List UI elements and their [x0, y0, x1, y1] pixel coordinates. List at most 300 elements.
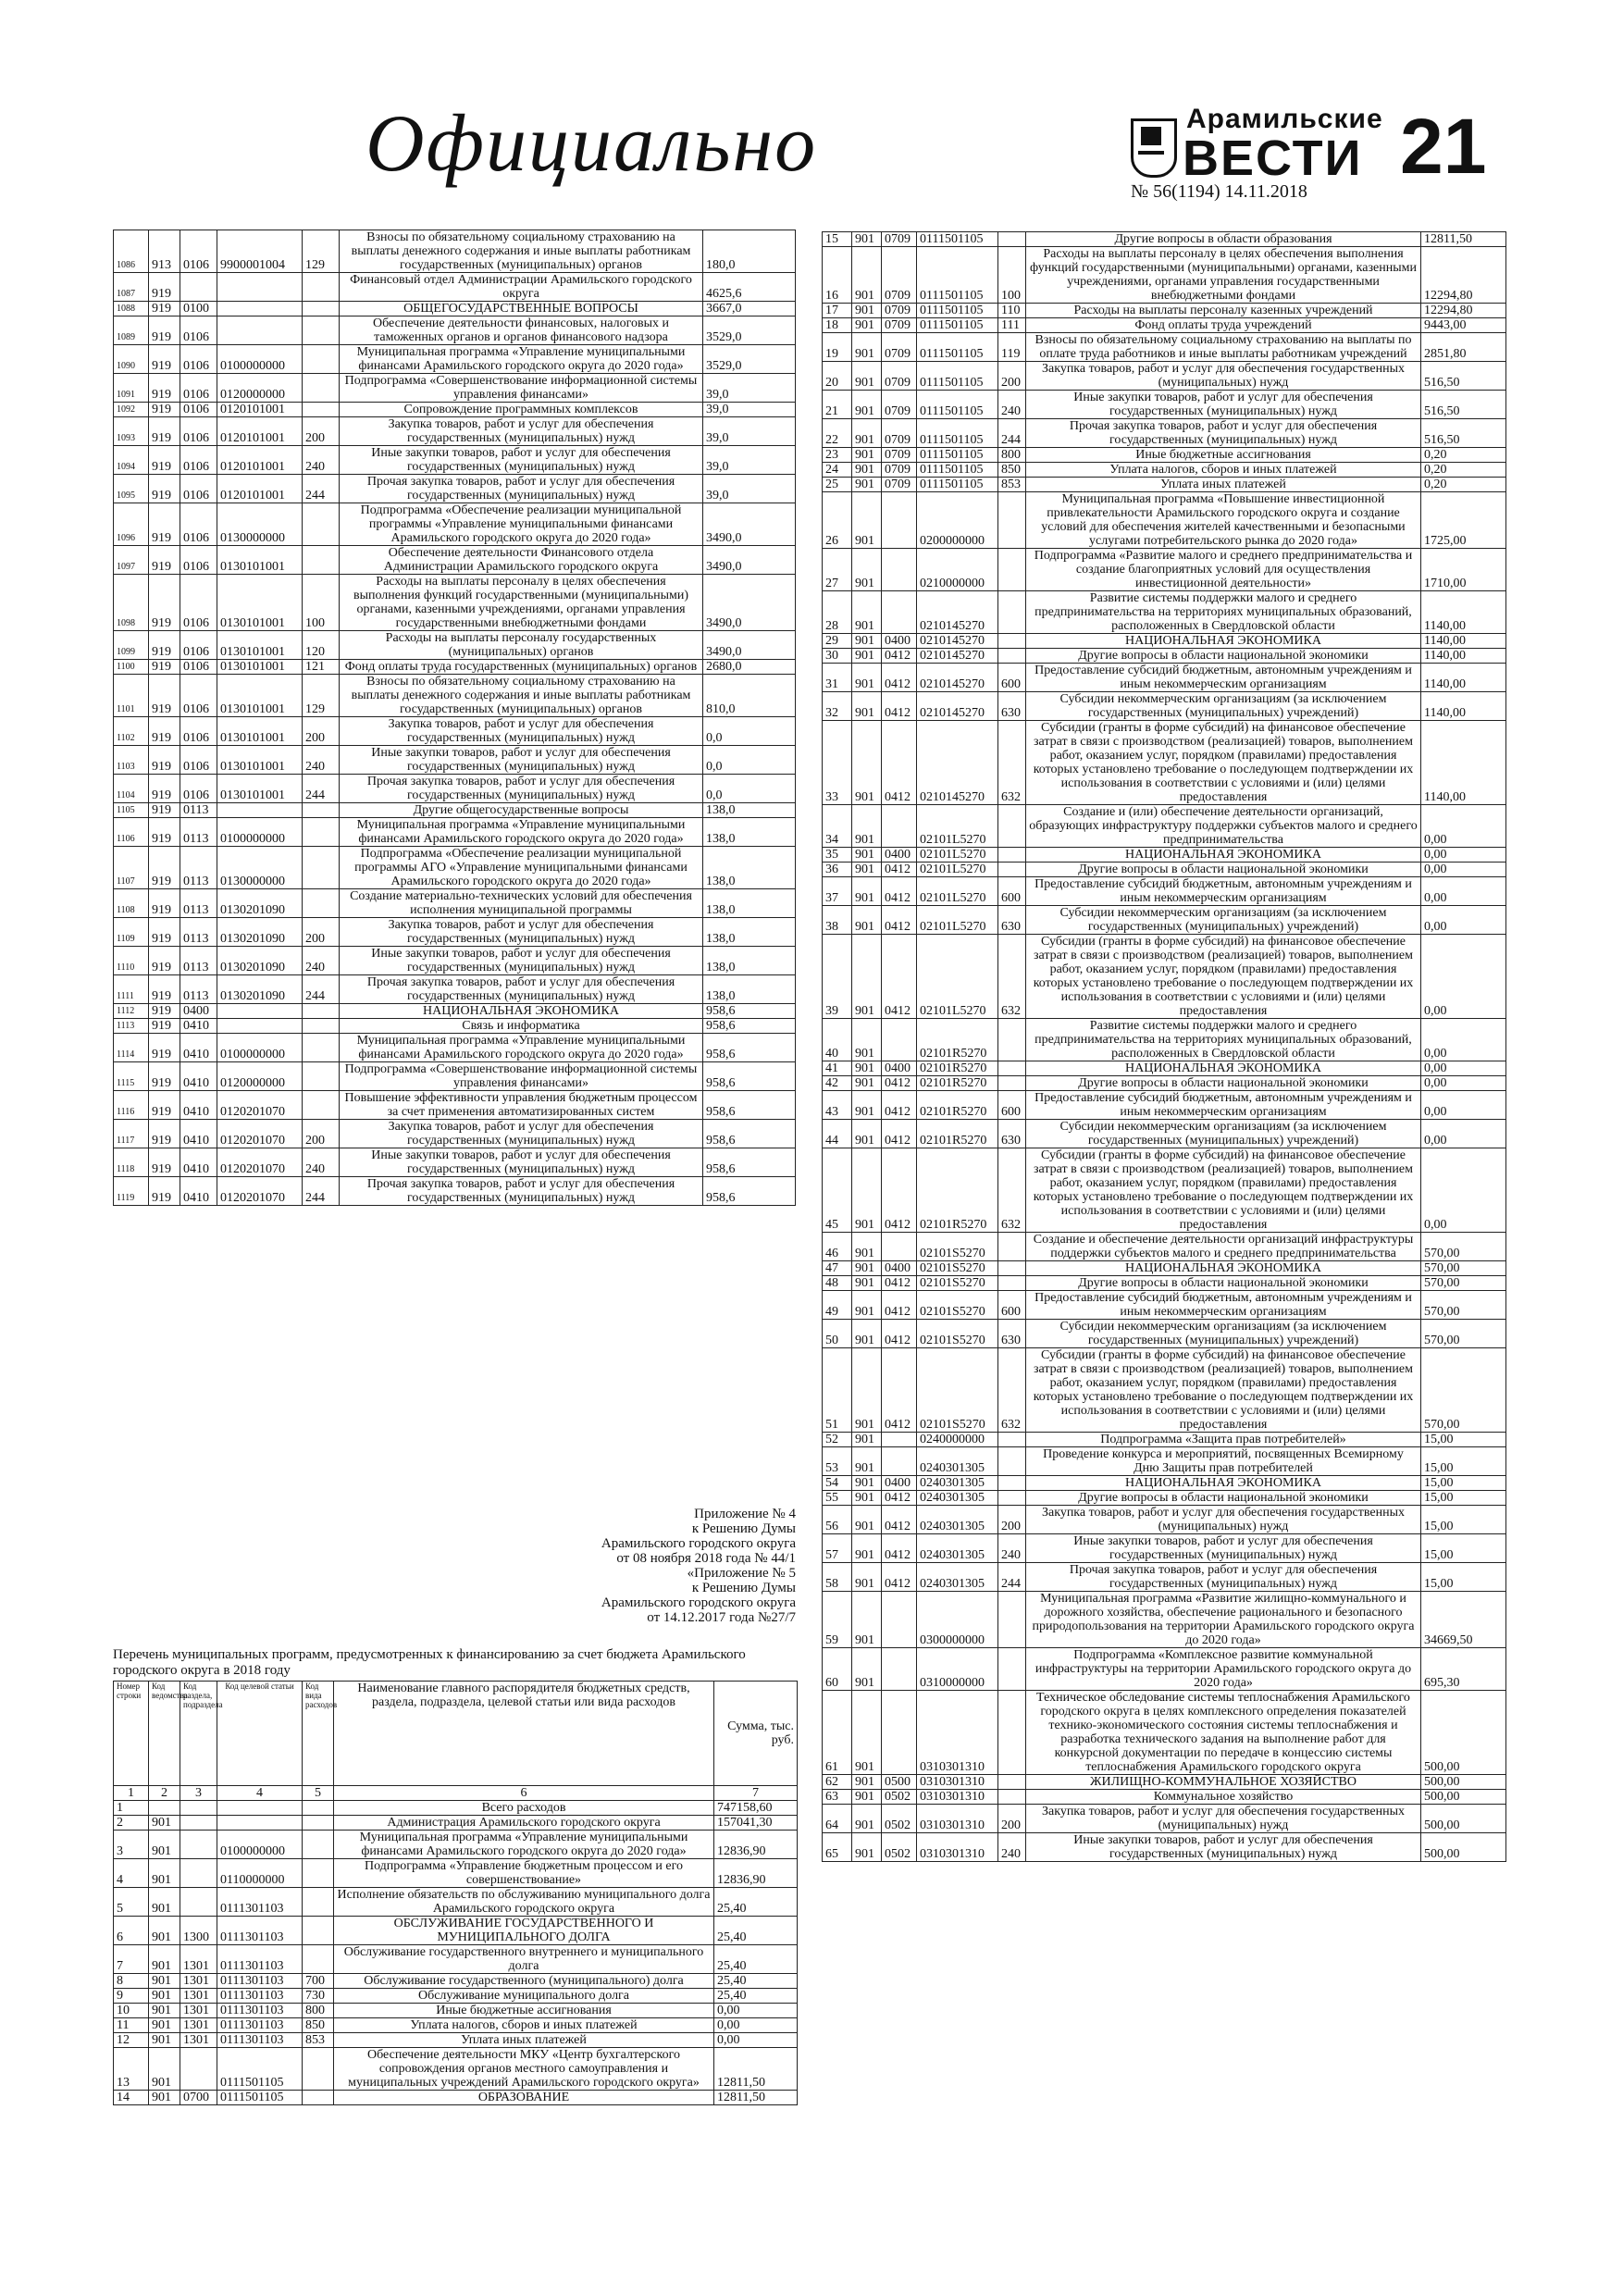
row-sum: 958,6 [703, 1148, 796, 1177]
row-sum: 0,00 [1421, 1120, 1506, 1148]
row-name: ОБСЛУЖИВАНИЕ ГОСУДАРСТВЕННОГО И МУНИЦИПАЛЬНОГО ДОЛГА [334, 1917, 714, 1945]
row-name: ОБЩЕГОСУДАРСТВЕННЫЕ ВОПРОСЫ [340, 302, 703, 316]
row-sum: 0,00 [1421, 935, 1506, 1019]
section-code: 0709 [882, 391, 917, 419]
row-sum: 500,00 [1421, 1833, 1506, 1862]
row-number: 1090 [114, 345, 149, 374]
table-row [823, 1019, 1506, 1061]
target-code: 0240000000 [917, 1433, 998, 1447]
section-code: 0410 [180, 1177, 217, 1206]
section-code: 0410 [180, 1148, 217, 1177]
department-code: 919 [149, 631, 180, 660]
column-number: 1 [114, 1786, 149, 1801]
row-name: Всего расходов [334, 1801, 714, 1816]
table-row [823, 906, 1506, 935]
row-number: 63 [823, 1790, 852, 1805]
section-code: 0410 [180, 1091, 217, 1120]
table-row [823, 1433, 1506, 1447]
target-code: 0110000000 [217, 1859, 303, 1888]
section-code: 0709 [882, 362, 917, 391]
target-code: 0111301103 [217, 1989, 303, 2004]
row-number: 34 [823, 805, 852, 848]
section-code: 0412 [882, 877, 917, 906]
row-sum: 0,20 [1421, 448, 1506, 463]
expense-type-code: 100 [998, 247, 1026, 304]
target-code [217, 1816, 303, 1831]
department-code: 901 [852, 1433, 882, 1447]
row-number: 31 [823, 664, 852, 692]
table-row [823, 1506, 1506, 1534]
row-number: 1111 [114, 975, 149, 1004]
target-code: 0111501105 [917, 333, 998, 362]
section-code: 0106 [180, 446, 217, 475]
section-code: 0106 [180, 475, 217, 503]
target-code: 0120201070 [217, 1120, 303, 1148]
table-row [823, 1775, 1506, 1790]
expense-type-code [303, 302, 340, 316]
section-code: 0412 [882, 1506, 917, 1534]
department-code: 901 [852, 1691, 882, 1775]
table-row [823, 232, 1506, 247]
row-sum: 25,40 [714, 1945, 798, 1974]
target-code: 02101L5270 [917, 935, 998, 1019]
department-code: 901 [852, 492, 882, 549]
row-name: Предоставление субсидий бюджетным, автономным учреждениям и иным некоммерческим организациям [1026, 1291, 1421, 1320]
row-number: 1104 [114, 775, 149, 803]
appendix-line: к Решению Думы [691, 1521, 796, 1536]
target-code: 9900001004 [217, 230, 303, 273]
section-code: 0106 [180, 417, 217, 446]
department-code: 901 [149, 1945, 180, 1974]
row-name: Субсидии (гранты в форме субсидий) на финансовое обеспечение затрат в связи с производством (реализацией) товаров, выполнением работ, оказанием услуг, порядком (правилами) предоставления которых установлено требование о последующем подтверждении их использования в соответствии с условиями и (или) целями предоставления [1026, 1348, 1421, 1433]
section-code: 0100 [180, 302, 217, 316]
target-code: 0130101001 [217, 546, 303, 575]
row-name: Развитие системы поддержки малого и среднего предпринимательства на территориях муниципальных образований, расположенных в Свердловской области [1026, 1019, 1421, 1061]
target-code: 02101R5270 [917, 1091, 998, 1120]
row-sum: 1725,00 [1421, 492, 1506, 549]
row-number: 1091 [114, 374, 149, 403]
table-row [823, 591, 1506, 634]
table-row [823, 1261, 1506, 1276]
column-number: 5 [303, 1786, 334, 1801]
table-row [114, 660, 796, 675]
department-code: 901 [852, 848, 882, 863]
expense-type-code: 111 [998, 318, 1026, 333]
row-number: 64 [823, 1805, 852, 1833]
row-number: 18 [823, 318, 852, 333]
row-sum: 4625,6 [703, 273, 796, 302]
expense-type-code [998, 1061, 1026, 1076]
department-code: 919 [149, 775, 180, 803]
expense-type-code: 630 [998, 906, 1026, 935]
row-name: Иные закупки товаров, работ и услуг для обеспечения государственных (муниципальных) нужд [340, 1148, 703, 1177]
row-sum: 138,0 [703, 889, 796, 918]
row-sum: 2680,0 [703, 660, 796, 675]
department-code: 919 [149, 1004, 180, 1019]
department-code: 901 [852, 391, 882, 419]
department-code: 901 [852, 362, 882, 391]
row-sum: 15,00 [1421, 1433, 1506, 1447]
section-code: 0410 [180, 1120, 217, 1148]
row-sum: 516,50 [1421, 391, 1506, 419]
row-name: Создание материально-технических условий для обеспечения исполнения муниципальной программы [340, 889, 703, 918]
table-row [114, 975, 796, 1004]
section-code: 0412 [882, 664, 917, 692]
table-row [823, 448, 1506, 463]
row-sum: 39,0 [703, 475, 796, 503]
target-code: 0111501105 [917, 478, 998, 492]
row-sum: 1140,00 [1421, 664, 1506, 692]
row-name: Прочая закупка товаров, работ и услуг для обеспечения государственных (муниципальных) нужд [340, 1177, 703, 1206]
target-code: 0310301310 [917, 1775, 998, 1790]
department-code: 919 [149, 374, 180, 403]
table-header-row [114, 1682, 798, 1786]
row-sum: 1140,00 [1421, 692, 1506, 721]
expense-type-code: 632 [998, 1148, 1026, 1233]
section-code: 0502 [882, 1805, 917, 1833]
expense-type-code: 600 [998, 1291, 1026, 1320]
target-code: 0111301103 [217, 2004, 303, 2018]
expense-type-code: 200 [998, 1506, 1026, 1534]
table-row [114, 2033, 798, 2048]
row-number: 1094 [114, 446, 149, 475]
column-number: 3 [180, 1786, 217, 1801]
table-row [823, 1233, 1506, 1261]
row-number: 52 [823, 1433, 852, 1447]
row-name: Прочая закупка товаров, работ и услуг для обеспечения государственных (муниципальных) нужд [1026, 1563, 1421, 1592]
row-number: 1098 [114, 575, 149, 631]
row-name: Другие общегосударственные вопросы [340, 803, 703, 818]
table-row [114, 345, 796, 374]
row-sum: 500,00 [1421, 1691, 1506, 1775]
section-code: 0709 [882, 448, 917, 463]
target-code: 0130101001 [217, 775, 303, 803]
expense-type-code [998, 863, 1026, 877]
department-code: 919 [149, 1019, 180, 1034]
row-number: 1118 [114, 1148, 149, 1177]
row-number: 1097 [114, 546, 149, 575]
row-name: Создание и обеспечение деятельности организаций инфраструктуры поддержки субъектов малого и среднего предпринимательства [1026, 1233, 1421, 1261]
row-number: 17 [823, 304, 852, 318]
expense-type-code: 121 [303, 660, 340, 675]
table-row [114, 273, 796, 302]
section-code: 0400 [882, 634, 917, 649]
row-number: 54 [823, 1476, 852, 1491]
row-number: 61 [823, 1691, 852, 1775]
expense-type-code [303, 345, 340, 374]
row-name: НАЦИОНАЛЬНАЯ ЭКОНОМИКА [1026, 1476, 1421, 1491]
target-code: 0100000000 [217, 1831, 303, 1859]
row-sum: 1710,00 [1421, 549, 1506, 591]
table-row [114, 1816, 798, 1831]
department-code: 901 [852, 1320, 882, 1348]
row-sum: 0,00 [1421, 805, 1506, 848]
row-sum: 12294,80 [1421, 247, 1506, 304]
department-code: 901 [852, 1491, 882, 1506]
department-code: 901 [852, 1148, 882, 1233]
row-name: Субсидии некоммерческим организациям (за исключением государственных (муниципальных) учреждений) [1026, 692, 1421, 721]
expense-type-code: 244 [303, 1177, 340, 1206]
expense-type-code [998, 232, 1026, 247]
department-code: 901 [852, 1833, 882, 1862]
table-row [823, 721, 1506, 805]
row-name: Иные закупки товаров, работ и услуг для обеспечения государственных (муниципальных) нужд [1026, 391, 1421, 419]
department-code: 901 [149, 2004, 180, 2018]
row-number: 58 [823, 1563, 852, 1592]
row-number: 24 [823, 463, 852, 478]
table-row [114, 889, 796, 918]
table-row [823, 877, 1506, 906]
row-number: 38 [823, 906, 852, 935]
row-sum: 3529,0 [703, 345, 796, 374]
row-number: 23 [823, 448, 852, 463]
row-sum: 12836,90 [714, 1859, 798, 1888]
department-code: 901 [852, 863, 882, 877]
expense-type-code [303, 546, 340, 575]
row-name: Муниципальная программа «Повышение инвестиционной привлекательности Арамильского городского округа и создание условий для обеспечения жителей качественными и безопасными услугами потребительского рынка до 2020 года» [1026, 492, 1421, 549]
expense-type-code [998, 634, 1026, 649]
section-code: 0709 [882, 333, 917, 362]
section-code: 0106 [180, 316, 217, 345]
row-number: 45 [823, 1148, 852, 1233]
row-sum: 0,00 [1421, 906, 1506, 935]
section-code: 0412 [882, 1563, 917, 1592]
table-row [823, 649, 1506, 664]
row-number: 42 [823, 1076, 852, 1091]
section-code: 0410 [180, 1062, 217, 1091]
row-number: 20 [823, 362, 852, 391]
row-number: 1096 [114, 503, 149, 546]
target-code: 02101R5270 [917, 1019, 998, 1061]
row-sum: 516,50 [1421, 362, 1506, 391]
row-number: 35 [823, 848, 852, 863]
target-code: 02101S5270 [917, 1261, 998, 1276]
section-code: 0502 [882, 1790, 917, 1805]
expense-type-code: 850 [303, 2018, 334, 2033]
section-code: 0400 [882, 1061, 917, 1076]
section-code: 0700 [180, 2091, 217, 2105]
row-number: 1110 [114, 947, 149, 975]
row-name: НАЦИОНАЛЬНАЯ ЭКОНОМИКА [1026, 1061, 1421, 1076]
appendix-line: «Приложение № 5 [687, 1566, 796, 1581]
row-sum: 500,00 [1421, 1790, 1506, 1805]
target-code: 02101L5270 [917, 805, 998, 848]
expense-type-code [998, 1447, 1026, 1476]
section-code: 0709 [882, 463, 917, 478]
row-number: 1113 [114, 1019, 149, 1034]
table-row [114, 1062, 796, 1091]
section-code: 0412 [882, 649, 917, 664]
department-code: 901 [852, 463, 882, 478]
table-row [114, 546, 796, 575]
expense-type-code: 119 [998, 333, 1026, 362]
row-name: Муниципальная программа «Управление муниципальными финансами Арамильского городского округа до 2020 года» [340, 1034, 703, 1062]
row-number: 48 [823, 1276, 852, 1291]
table-row [114, 575, 796, 631]
target-code: 0240301305 [917, 1447, 998, 1476]
section-code: 0709 [882, 478, 917, 492]
section-code [882, 1691, 917, 1775]
row-number: 1106 [114, 818, 149, 847]
row-number: 6 [114, 1917, 149, 1945]
row-name: Прочая закупка товаров, работ и услуг для обеспечения государственных (муниципальных) нужд [340, 975, 703, 1004]
row-sum: 39,0 [703, 374, 796, 403]
row-number: 1088 [114, 302, 149, 316]
section-code: 0709 [882, 247, 917, 304]
row-sum: 0,0 [703, 717, 796, 746]
target-code: 0111501105 [917, 318, 998, 333]
row-number: 22 [823, 419, 852, 448]
appendix-note [518, 1507, 796, 1625]
section-code: 0113 [180, 847, 217, 889]
expense-type-code: 240 [998, 1534, 1026, 1563]
section-code: 0412 [882, 1348, 917, 1433]
row-name: Закупка товаров, работ и услуг для обеспечения государственных (муниципальных) нужд [340, 918, 703, 947]
department-code: 901 [852, 1091, 882, 1120]
target-code: 0100000000 [217, 345, 303, 374]
row-sum: 516,50 [1421, 419, 1506, 448]
section-code [180, 1816, 217, 1831]
target-code: 0111501105 [917, 362, 998, 391]
section-code [180, 1859, 217, 1888]
row-name: Субсидии некоммерческим организациям (за исключением государственных (муниципальных) учреждений) [1026, 906, 1421, 935]
department-code: 901 [852, 649, 882, 664]
table-row [823, 1476, 1506, 1491]
department-code: 919 [149, 847, 180, 889]
row-sum: 138,0 [703, 947, 796, 975]
expense-type-code [303, 503, 340, 546]
table-row [114, 302, 796, 316]
expense-type-code: 240 [303, 446, 340, 475]
expense-type-code [303, 1816, 334, 1831]
table-row [114, 1801, 798, 1816]
department-code: 901 [852, 721, 882, 805]
target-code: 0210000000 [917, 549, 998, 591]
row-sum: 0,00 [1421, 1091, 1506, 1120]
department-code: 901 [852, 877, 882, 906]
department-code: 919 [149, 889, 180, 918]
table-row [823, 1648, 1506, 1691]
section-code [882, 591, 917, 634]
section-code: 0113 [180, 818, 217, 847]
row-name: Связь и информатика [340, 1019, 703, 1034]
header-row-number: Номер строки [114, 1682, 149, 1786]
row-number: 1116 [114, 1091, 149, 1120]
row-sum: 570,00 [1421, 1320, 1506, 1348]
department-code: 919 [149, 1177, 180, 1206]
target-code [217, 273, 303, 302]
row-number: 2 [114, 1816, 149, 1831]
department-code: 901 [852, 1348, 882, 1433]
row-number: 33 [823, 721, 852, 805]
expense-type-code: 244 [303, 775, 340, 803]
row-name: Субсидии (гранты в форме субсидий) на финансовое обеспечение затрат в связи с производством (реализацией) товаров, выполнением работ, оказанием услуг, порядком (правилами) предоставления которых установлено требование о последующем подтверждении их использования в соответствии с условиями и (или) целями предоставления [1026, 935, 1421, 1019]
target-code [217, 316, 303, 345]
row-name: Коммунальное хозяйство [1026, 1790, 1421, 1805]
row-number: 27 [823, 549, 852, 591]
section-code: 1301 [180, 1989, 217, 2004]
department-code: 901 [852, 419, 882, 448]
section-code: 0412 [882, 906, 917, 935]
row-name: Создание и (или) обеспечение деятельности организаций, образующих инфраструктуру поддержки субъектов малого и среднего предпринимательства [1026, 805, 1421, 848]
row-sum: 138,0 [703, 847, 796, 889]
target-code: 0210145270 [917, 721, 998, 805]
header-section-code: Код раздела, подраздела [180, 1682, 217, 1786]
expense-type-code: 240 [303, 947, 340, 975]
expense-type-code: 632 [998, 721, 1026, 805]
expense-type-code: 244 [998, 1563, 1026, 1592]
department-code: 901 [852, 304, 882, 318]
table-row [823, 1563, 1506, 1592]
department-code: 901 [852, 333, 882, 362]
row-name: Субсидии некоммерческим организациям (за исключением государственных (муниципальных) учреждений) [1026, 1320, 1421, 1348]
target-code: 0120000000 [217, 1062, 303, 1091]
expense-type-code [303, 2091, 334, 2105]
section-code: 0412 [882, 721, 917, 805]
table-row [823, 1833, 1506, 1862]
table-row [114, 1177, 796, 1206]
section-code: 0106 [180, 230, 217, 273]
table-row [823, 1320, 1506, 1348]
target-code: 02101L5270 [917, 848, 998, 863]
section-code: 0400 [882, 1261, 917, 1276]
table-row [823, 1805, 1506, 1833]
section-code: 0106 [180, 345, 217, 374]
row-name: Фонд оплаты труда государственных (муниципальных) органов [340, 660, 703, 675]
table-row [114, 316, 796, 345]
section-code: 0113 [180, 803, 217, 818]
table-row [823, 1061, 1506, 1076]
table-row [823, 549, 1506, 591]
row-name: Другие вопросы в области национальной экономики [1026, 863, 1421, 877]
row-sum: 1140,00 [1421, 721, 1506, 805]
expense-type-code [303, 1831, 334, 1859]
expense-type-code [303, 818, 340, 847]
department-code: 919 [149, 918, 180, 947]
target-code [217, 803, 303, 818]
target-code: 0111301103 [217, 1888, 303, 1917]
row-name: Финансовый отдел Администрации Арамильского городского округа [340, 273, 703, 302]
row-name: Исполнение обязательств по обслуживанию муниципального долга Арамильского городского округа [334, 1888, 714, 1917]
expense-type-code [998, 591, 1026, 634]
issue-info: № 56(1194) 14.11.2018 [1131, 181, 1307, 202]
expense-type-code [998, 1790, 1026, 1805]
row-name: Подпрограмма «Обеспечение реализации муниципальной программы «Управление муниципальными финансами Арамильского городского округа до 2020 года» [340, 503, 703, 546]
table-row [114, 717, 796, 746]
expense-type-code [303, 1801, 334, 1816]
target-code: 0111301103 [217, 2018, 303, 2033]
department-code: 901 [852, 1076, 882, 1091]
table-row [823, 1148, 1506, 1233]
target-code: 0111501105 [217, 2048, 303, 2091]
department-code: 901 [852, 906, 882, 935]
expense-type-code: 800 [303, 2004, 334, 2018]
table-row [114, 631, 796, 660]
table-row [114, 1888, 798, 1917]
table-column-numbers [114, 1786, 798, 1801]
table-row [823, 692, 1506, 721]
row-number: 11 [114, 2018, 149, 2033]
table-row [823, 664, 1506, 692]
row-number: 40 [823, 1019, 852, 1061]
table-row [114, 475, 796, 503]
row-number: 14 [114, 2091, 149, 2105]
section-code: 0106 [180, 660, 217, 675]
row-name: Подпрограмма «Совершенствование информационной системы управления финансами» [340, 1062, 703, 1091]
row-name: ЖИЛИЩНО-КОММУНАЛЬНОЕ ХОЗЯЙСТВО [1026, 1775, 1421, 1790]
table-row [114, 847, 796, 889]
row-number: 43 [823, 1091, 852, 1120]
